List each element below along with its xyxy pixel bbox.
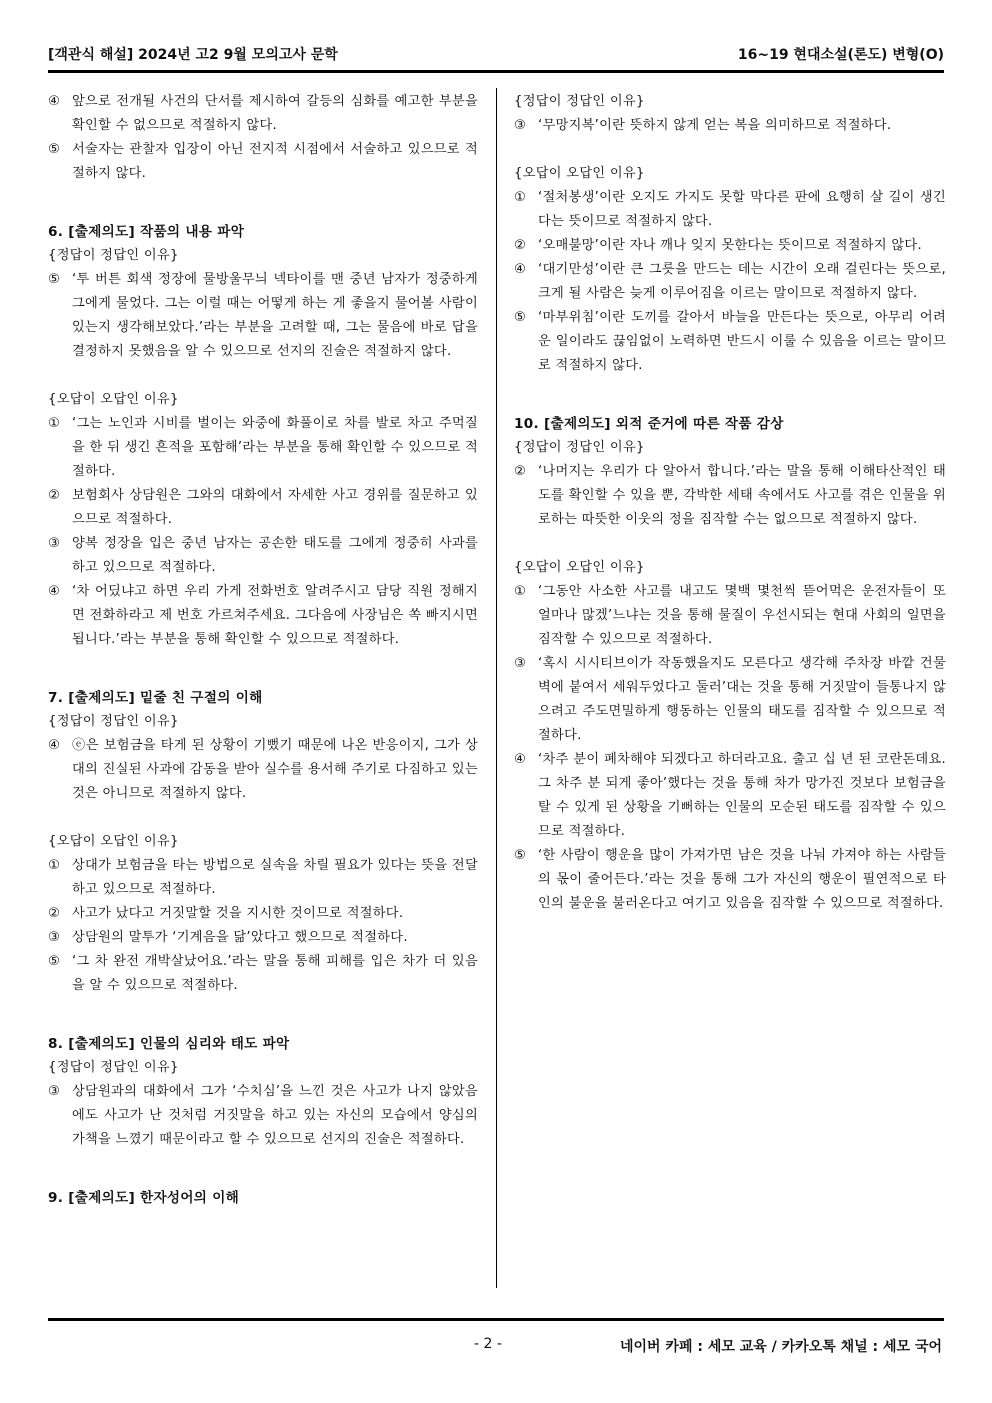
choice-number: ⑤	[48, 954, 61, 969]
choice-number: ③	[514, 118, 527, 133]
right-column	[514, 90, 946, 916]
list-item	[48, 1080, 478, 1152]
choice-number: ③	[48, 536, 61, 551]
choice-text: ‘그 차 완전 개박살났어요.’라는 말을 통해 피해를 입은 차가 더 있음을 알 수 있으므로 적절하다.	[72, 954, 478, 993]
choice-text: ‘대기만성’이란 큰 그릇을 만드는 데는 시간이 오래 걸린다는 뜻으로, 크게 될 사람은 늦게 이루어짐을 이르는 말이므로 적절하지 않다.	[538, 262, 946, 301]
choice-text: ‘차주 분이 폐차해야 되겠다고 하더라고요. 출고 십 년 된 코란돈데요. 그 차주 분 되게 좋아’했다는 것을 통해 차가 망가진 것보다 보험금을 탈 수 있게 된 상황을 기뻐하는 인물의 모순된 태도를 짐작할 수 있으므로 적절하다.	[538, 752, 946, 839]
wrong-reason-label: {오답이 오답인 이유}	[514, 560, 645, 575]
correct-reason-label: {정답이 정답인 이유}	[48, 1060, 179, 1075]
choice-number: ⑤	[514, 310, 527, 325]
choice-text: 상담원과의 대화에서 그가 ‘수치심’을 느낀 것은 사고가 나지 않았음에도 사고가 난 것처럼 거짓말을 하고 있는 자신의 모습에서 양심의 가책을 느꼈기 때문이라고 할 수 있으므로 선지의 진술은 적절하다.	[72, 1084, 478, 1147]
choice-number: ②	[48, 906, 61, 921]
list-item	[48, 268, 478, 364]
wrong-reason-label: {오답이 오답인 이유}	[514, 166, 645, 181]
choice-number: ①	[48, 416, 61, 431]
list-item	[48, 484, 478, 532]
page-number: - 2 -	[474, 1336, 502, 1352]
choice-number: ④	[514, 262, 527, 277]
question-6-title: 6. [출제의도] 작품의 내용 파악	[48, 224, 245, 240]
choice-text: ‘무망지복’이란 뜻하지 않게 얻는 복을 의미하므로 적절하다.	[538, 118, 892, 133]
list-item	[514, 114, 946, 138]
list-item	[514, 844, 946, 916]
correct-reason-label: {정답이 정답인 이유}	[514, 94, 645, 109]
choice-number: ④	[48, 584, 61, 599]
choice-number: ⑤	[48, 272, 61, 287]
list-item	[48, 580, 478, 652]
correct-reason-label: {정답이 정답인 이유}	[48, 714, 179, 729]
correct-reason-label: {정답이 정답인 이유}	[514, 440, 645, 455]
choice-text: ‘투 버튼 회색 정장에 물방울무늬 넥타이를 맨 중년 남자가 정중하게 그에게 물었다. 그는 이럴 때는 어떻게 하는 게 좋을지 물어볼 사람이 있는지 생각해보았다.’라는 부분을 고려할 때, 그는 물음에 바로 답을 결정하지 못했음을 알 수 있으므로 선지의 진술은 적절하지 않다.	[72, 272, 478, 359]
choice-text: ‘한 사람이 행운을 많이 가져가면 남은 것을 나눠 가져야 하는 사람들의 몫이 줄어든다.’라는 것을 통해 그가 자신의 행운이 필연적으로 타인의 불운을 불러온다고 여기고 있음을 짐작할 수 있으므로 적절하다.	[538, 848, 946, 911]
page-header	[48, 44, 944, 70]
choice-text: ‘오매불망’이란 자나 깨나 잊지 못한다는 뜻이므로 적절하지 않다.	[538, 238, 922, 253]
choice-text: 상담원의 말투가 ‘기계음을 닮’았다고 했으므로 적절하다.	[72, 930, 408, 945]
choice-number: ③	[514, 656, 527, 671]
list-item	[514, 234, 946, 258]
list-item	[48, 950, 478, 998]
list-item	[48, 532, 478, 580]
list-item	[48, 90, 478, 138]
choice-text: ‘절처봉생’이란 오지도 가지도 못할 막다른 판에 요행히 살 길이 생긴다는 뜻이므로 적절하지 않다.	[538, 190, 946, 229]
list-item	[514, 748, 946, 844]
footer-rule	[48, 1318, 944, 1321]
choice-number: ②	[514, 464, 527, 479]
list-item	[48, 854, 478, 902]
list-item	[48, 412, 478, 484]
choice-number: ②	[48, 488, 61, 503]
header-exam-title: [객관식 해설] 2024년 고2 9월 모의고사 문학	[48, 47, 338, 63]
wrong-reason-label: {오답이 오답인 이유}	[48, 392, 179, 407]
choice-number: ③	[48, 1084, 61, 1099]
choice-text: ‘마부위침’이란 도끼를 갈아서 바늘을 만든다는 뜻으로, 아무리 어려운 일이라도 끊임없이 노력하면 반드시 이룰 수 있음을 이르는 말이므로 적절하지 않다.	[538, 310, 946, 373]
question-7-title: 7. [출제의도] 밑줄 친 구절의 이해	[48, 690, 263, 706]
choice-text: ⓔ은 보험금을 타게 된 상황이 기뻤기 때문에 나온 반응이지, 그가 상대의 진실된 사과에 감동을 받아 실수를 용서해 주기로 다짐하고 있는 것은 아니므로 적절하지 않다.	[72, 738, 478, 801]
choice-text: 상대가 보험금을 타는 방법으로 실속을 차릴 필요가 있다는 뜻을 전달하고 있으므로 적절하다.	[72, 858, 478, 897]
choice-number: ⑤	[48, 142, 61, 157]
left-column	[48, 90, 478, 1210]
column-divider	[496, 88, 497, 1288]
list-item	[48, 926, 478, 950]
choice-number: ④	[48, 738, 61, 753]
header-section-title: 16~19 현대소설(론도) 변형(O)	[737, 47, 944, 63]
list-item	[514, 652, 946, 748]
choice-text: 사고가 났다고 거짓말할 것을 지시한 것이므로 적절하다.	[72, 906, 404, 921]
choice-number: ④	[48, 94, 61, 109]
choice-text: ‘그는 노인과 시비를 벌이는 와중에 화풀이로 차를 발로 차고 주먹질을 한 뒤 생긴 흔적을 포함해’라는 부분을 통해 확인할 수 있으므로 적절하다.	[72, 416, 478, 479]
choice-text: ‘그동안 사소한 사고를 내고도 몇백 몇천씩 뜯어먹은 운전자들이 또 얼마나 많겠’느냐는 것을 통해 물질이 우선시되는 현대 사회의 일면을 짐작할 수 있으므로 적절하다.	[538, 584, 946, 647]
list-item	[48, 902, 478, 926]
choice-text: ‘나머지는 우리가 다 알아서 합니다.’라는 말을 통해 이해타산적인 태도를 확인할 수 있을 뿐, 각박한 세태 속에서도 사고를 겪은 인물을 위로하는 따뜻한 이웃의 정을 짐작할 수는 없으므로 적절하지 않다.	[538, 464, 946, 527]
header-rule	[48, 70, 944, 73]
choice-number: ①	[514, 190, 527, 205]
list-item	[48, 734, 478, 806]
choice-text: ‘차 어딨냐고 하면 우리 가게 전화번호 알려주시고 담당 직원 정해지면 전화하라고 제 번호 가르쳐주세요. 그다음에 사장님은 쏙 빠지시면 됩니다.’라는 부분을 통해 확인할 수 있으므로 적절하다.	[72, 584, 478, 647]
choice-number: ①	[48, 858, 61, 873]
list-item	[514, 460, 946, 532]
choice-number: ②	[514, 238, 527, 253]
choice-number: ④	[514, 752, 527, 767]
question-8-title: 8. [출제의도] 인물의 심리와 태도 파악	[48, 1036, 290, 1052]
list-item	[514, 258, 946, 306]
choice-text: 앞으로 전개될 사건의 단서를 제시하여 갈등의 심화를 예고한 부분을 확인할 수 없으므로 적절하지 않다.	[72, 94, 478, 133]
choice-number: ③	[48, 930, 61, 945]
list-item	[514, 306, 946, 378]
question-9-title: 9. [출제의도] 한자성어의 이해	[48, 1190, 240, 1206]
list-item	[514, 580, 946, 652]
choice-text: 양복 정장을 입은 중년 남자는 공손한 태도를 그에게 정중히 사과를 하고 있으므로 적절하다.	[72, 536, 478, 575]
list-item	[514, 186, 946, 234]
choice-text: ‘혹시 시시티브이가 작동했을지도 모른다고 생각해 주차장 바깥 건물 벽에 붙여서 세워두었다고 둘러’대는 것을 통해 거짓말이 들통나지 않으려고 주도면밀하게 행동하는 인물의 태도를 짐작할 수 있으므로 적절하다.	[538, 656, 946, 743]
choice-text: 서술자는 관찰자 입장이 아닌 전지적 시점에서 서술하고 있으므로 적절하지 않다.	[72, 142, 478, 181]
list-item	[48, 138, 478, 186]
wrong-reason-label: {오답이 오답인 이유}	[48, 834, 179, 849]
choice-text: 보험회사 상담원은 그와의 대화에서 자세한 사고 경위를 질문하고 있으므로 적절하다.	[72, 488, 478, 527]
footer-channel-info: 네이버 카페 : 세모 교육 / 카카오톡 채널 : 세모 국어	[619, 1339, 942, 1355]
choice-number: ①	[514, 584, 527, 599]
question-10-title: 10. [출제의도] 외적 준거에 따른 작품 감상	[514, 416, 784, 432]
choice-number: ⑤	[514, 848, 527, 863]
correct-reason-label: {정답이 정답인 이유}	[48, 248, 179, 263]
